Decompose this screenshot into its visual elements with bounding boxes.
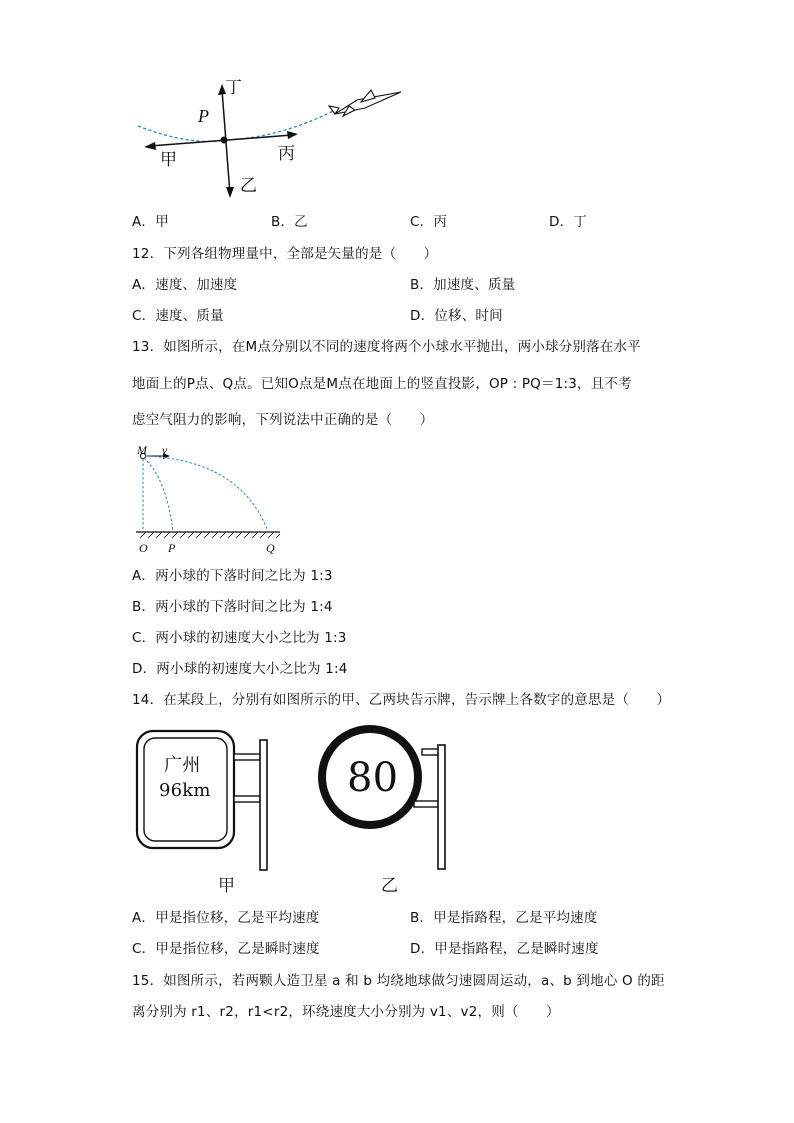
curved-path-figure [130, 78, 420, 198]
q13-stem-line-1: 13．如图所示，在M点分别以不同的速度将两个小球水平抛出，两小球分别落在水平 [132, 339, 641, 355]
sign-yi-pole [438, 745, 445, 869]
label-o: O [139, 541, 148, 555]
sign-jia-distance: 96km [159, 780, 211, 801]
q15-stem-line-1: 15．如图所示，若两颗人造卫星 a 和 b 均绕地球做匀速圆周运动，a、b 到地心 O 的距 [132, 973, 665, 989]
arrow-left-icon [144, 142, 156, 150]
q11-option-b: B．乙 [271, 214, 308, 230]
label-yi: 乙 [240, 176, 258, 196]
q13-option-b: B．两小球的下落时间之比为 1:4 [132, 599, 333, 615]
q12-option-d: D．位移、时间 [410, 308, 503, 324]
trajectory-to-p [144, 458, 173, 531]
trajectory-to-q [145, 456, 268, 531]
q11-option-a: A．甲 [132, 214, 169, 230]
q13-option-c: C．两小球的初速度大小之比为 1:3 [132, 630, 347, 646]
label-p: P [198, 106, 210, 126]
label-m: M [137, 443, 148, 457]
arrow-right-icon [287, 131, 298, 139]
q14-stem: 14．在某段上，分别有如图所示的甲、乙两块告示牌，告示牌上各数字的意思是（ ） [132, 692, 671, 708]
q12-option-c: C．速度、质量 [132, 308, 224, 324]
projectile-figure [130, 438, 290, 553]
q12-option-b: B．加速度、质量 [410, 277, 516, 293]
q12-stem: 12．下列各组物理量中，全部是矢量的是（ ） [132, 246, 438, 262]
q13-stem-line-3: 虑空气阻力的影响，下列说法中正确的是（ ） [132, 412, 434, 428]
caption-yi: 乙 [381, 876, 399, 896]
q11-option-d: D．丁 [549, 214, 587, 230]
arrow-down-icon [226, 187, 234, 198]
label-ding: 丁 [225, 78, 243, 98]
caption-jia: 甲 [218, 876, 236, 896]
label-q: Q [266, 541, 275, 555]
q14-option-c: C．甲是指位移，乙是瞬时速度 [132, 941, 320, 957]
q13-stem-line-2: 地面上的P点、Q点。已知O点是M点在地面上的竖直投影，OP : PQ＝1:3，且不考 [132, 376, 632, 392]
q14-option-a: A．甲是指位移，乙是平均速度 [132, 910, 320, 926]
q15-stem-line-2: 离分别为 r1、r2，r1<r2，环绕速度大小分别为 v1、v2，则（ ） [132, 1004, 560, 1020]
q13-option-a: A．两小球的下落时间之比为 1:3 [132, 568, 333, 584]
q14-option-d: D．甲是指路程，乙是瞬时速度 [410, 941, 599, 957]
point-p-dot [221, 137, 228, 144]
sign-yi-speed: 80 [347, 755, 399, 801]
airplane-icon [329, 90, 401, 116]
sign-jia-city: 广州 [164, 755, 201, 776]
label-p: P [168, 541, 176, 555]
q14-option-b: B．甲是指路程，乙是平均速度 [410, 910, 598, 926]
label-jia: 甲 [160, 150, 178, 170]
sign-jia-pole [260, 740, 267, 870]
q12-option-a: A．速度、加速度 [132, 277, 238, 293]
q11-option-c: C．丙 [410, 214, 448, 230]
label-bing: 丙 [278, 144, 296, 164]
q13-option-d: D．两小球的初速度大小之比为 1:4 [132, 661, 348, 677]
label-v: v [162, 443, 168, 457]
dashed-trajectory [138, 110, 335, 141]
